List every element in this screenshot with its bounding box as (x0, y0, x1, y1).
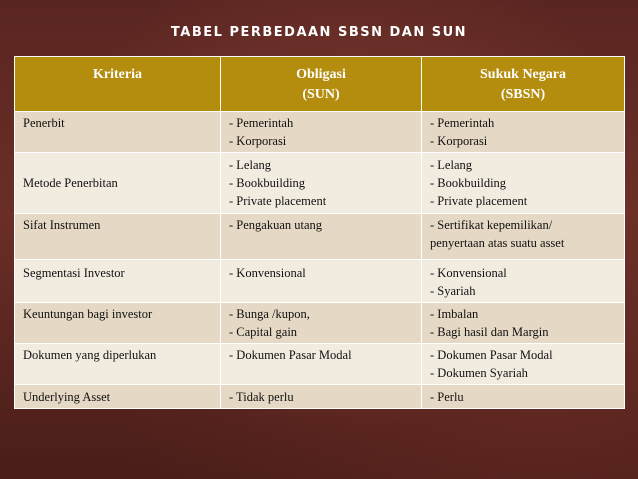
cell-line: - Korporasi (430, 134, 488, 148)
row-label: Sifat Instrumen (15, 214, 221, 260)
cell-sbsn (422, 260, 625, 303)
cell-line: - Private placement (229, 194, 327, 208)
cell-line: - Capital gain (229, 325, 298, 339)
cell-line: - Pengakuan utang (229, 218, 323, 232)
cell-sun (221, 153, 422, 214)
table-header-row (15, 57, 625, 112)
table-row-metode-penerbitan (15, 153, 625, 214)
header-subtext: (SBSN) (500, 87, 546, 102)
row-label: Segmentasi Investor (15, 260, 221, 303)
table-row-penerbit (15, 112, 625, 153)
header-text: Obligasi (296, 67, 346, 82)
comparison-table (14, 56, 625, 409)
cell-line: - Bagi hasil dan Margin (430, 325, 549, 339)
row-label: Keuntungan bagi investor (15, 303, 221, 344)
cell-line: - Konvensional (229, 266, 306, 280)
cell-sun (221, 260, 422, 303)
cell-line: - Pemerintah (229, 116, 294, 130)
cell-line: - Bookbuilding (229, 176, 306, 190)
slide-title: TABEL PERBEDAAN SBSN DAN SUN (170, 25, 468, 40)
cell-sun (221, 303, 422, 344)
cell-line: - Lelang (430, 158, 472, 172)
cell-line: - Dokumen Pasar Modal (430, 348, 553, 362)
row-label: Penerbit (15, 112, 221, 153)
cell-line: - Imbalan (430, 307, 479, 321)
cell-line: - Korporasi (229, 134, 287, 148)
cell-line: - Dokumen Pasar Modal (229, 348, 352, 362)
cell-sbsn (422, 385, 625, 409)
cell-sun (221, 385, 422, 409)
cell-line: - Perlu (430, 389, 464, 404)
cell-line: - Pemerintah (430, 116, 495, 130)
table-row-dokumen (15, 344, 625, 385)
cell-line: - Bunga /kupon, (229, 307, 310, 321)
cell-sun (221, 214, 422, 260)
table-row-underlying-asset (15, 385, 625, 409)
table-row-segmentasi-investor (15, 260, 625, 303)
table-row-sifat-instrumen (15, 214, 625, 260)
cell-sun (221, 112, 422, 153)
comparison-table-container (14, 56, 624, 409)
cell-line: - Lelang (229, 158, 271, 172)
cell-sbsn (422, 112, 625, 153)
row-label: Dokumen yang diperlukan (15, 344, 221, 385)
header-text: Kriteria (93, 67, 142, 82)
cell-sbsn (422, 344, 625, 385)
cell-line: - Tidak perlu (229, 389, 294, 404)
header-obligasi (221, 57, 422, 112)
row-label: Metode Penerbitan (15, 153, 221, 214)
cell-sbsn (422, 303, 625, 344)
cell-line: - Syariah (430, 284, 476, 298)
cell-sbsn (422, 214, 625, 260)
header-kriteria (15, 57, 221, 112)
row-label: Underlying Asset (15, 385, 221, 409)
cell-line: - Dokumen Syariah (430, 366, 528, 380)
cell-sun (221, 344, 422, 385)
header-text: Sukuk Negara (480, 67, 566, 82)
cell-line: - Sertifikat kepemilikan/ (430, 218, 553, 232)
table-row-keuntungan-investor (15, 303, 625, 344)
cell-line: - Private placement (430, 194, 528, 208)
cell-sbsn (422, 153, 625, 214)
cell-line: - Konvensional (430, 266, 507, 280)
cell-line: - Bookbuilding (430, 176, 507, 190)
cell-line: penyertaan atas suatu asset (430, 236, 565, 250)
header-sukuk (422, 57, 625, 112)
header-subtext: (SUN) (302, 87, 340, 102)
